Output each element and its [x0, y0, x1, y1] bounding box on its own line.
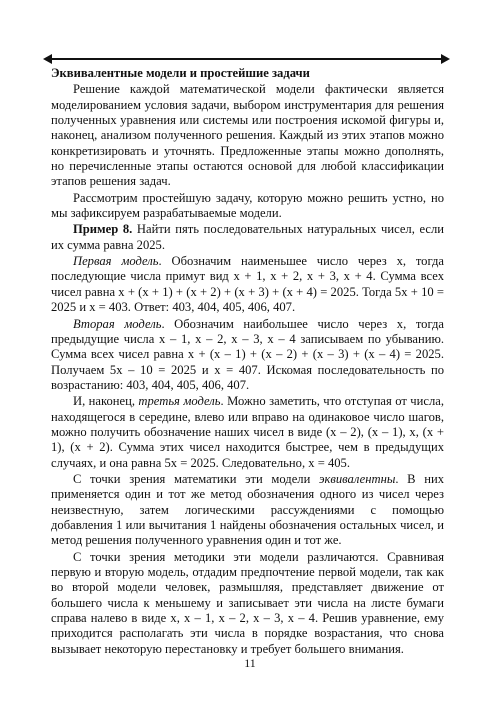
equivalence-pre: С точки зрения математики эти модели [73, 471, 319, 486]
header-rule-arrow [51, 58, 442, 60]
paragraph-1: Решение каждой математической модели фактически является моделированием условия задачи, выбором инструментария для решения полученных уравнения или системы или построения искомой фигуры и, наконец, анализом полученного решения. Каждый из этих этапов можно конкретизировать и уточнять. Предложенные этапы можно дополнять, но перечисленные этапы остаются основой для любой классификации этапов решения задач. [51, 82, 444, 189]
model-3-pre: И, наконец, [73, 394, 139, 409]
model-2-text: . Обозначим наибольшее число через x, тогда предыдущие числа x – 1, x – 2, x – 3, x – 4 записываем по убыванию. Сумма всех чисел равна x + (x – 1) + (x – 2) + (x – 3) + (x – 4) = 2025. Получаем 5x – 10 = 2025 и x = 407. Искомая последовательность по возрастанию: 403, 404, 405, 406, 407. [51, 316, 444, 392]
equivalence-text: . В них применяется один и тот же метод обозначения одного из чисел через неизвестную, затем логическими рассуждениями с помощью добавления 1 или вычитания 1 найдены обозначения остальных чисел, и метод решения полученного уравнения один и тот же. [51, 471, 444, 548]
section-heading: Эквивалентные модели и простейшие задачи [51, 66, 310, 80]
arrow-right-icon [441, 54, 450, 64]
paragraph-model-2 [51, 317, 444, 394]
paragraph-example [51, 222, 444, 253]
paragraph-equivalence [51, 472, 444, 549]
model-2-label: Вторая модель [73, 316, 162, 331]
model-3-text: . Можно заметить, что отступая от числа, находящегося в середине, влево или вправо на одинаковое число шагов, можно получить обозначение наших чисел в виде (x – 2), (x – 1), x, (x + 1), (x + 2). Сумма этих чисел находится быстрее, чем в предыдущих случаях, и она равна 5x = 2025. Следовательно, x = 405. [51, 394, 444, 470]
model-1-label: Первая модель [73, 254, 159, 269]
example-text: Найти пять последовательных натуральных чисел, если их сумма равна 2025. [51, 222, 444, 252]
paragraph-methodology: С точки зрения методики эти модели различаются. Сравнивая первую и вторую модель, отдадим предпочтение первой модели, так как во второй модели человек, размышляя, представляет движение от большего числа к меньшему и записывает эти числа на листе бумаги справа налево в виде x, x – 1, x – 2, x – 3, x – 4. Решив уравнение, ему приходится располагать эти числа в порядке возрастания, что снова вызывает некоторую перестановку и требует большего внимания. [51, 549, 444, 656]
paragraph-model-3 [51, 394, 444, 471]
model-3-label: третья модель [138, 394, 221, 409]
paragraph-2: Рассмотрим простейшую задачу, которую можно решить устно, но мы зафиксируем разрабатываемые модели. [51, 190, 444, 221]
arrow-left-icon [43, 54, 52, 64]
text-body [51, 66, 444, 657]
example-label: Пример 8. [73, 222, 133, 237]
paragraph-model-1 [51, 254, 444, 315]
page-number: 11 [244, 656, 256, 670]
equivalence-label: эквивалентны [318, 471, 396, 486]
model-1-text: . Обозначим наименьшее число через x, тогда последующие числа примут вид x + 1, x + 2, x + 3, x + 4. Сумма всех чисел равна x + (x + 1) + (x + 2) + (x + 3) + (x + 4) = 2025. Тогда 5x + 10 = 2025 и x = 403. Ответ: 403, 404, 405, 406, 407. [51, 254, 445, 315]
